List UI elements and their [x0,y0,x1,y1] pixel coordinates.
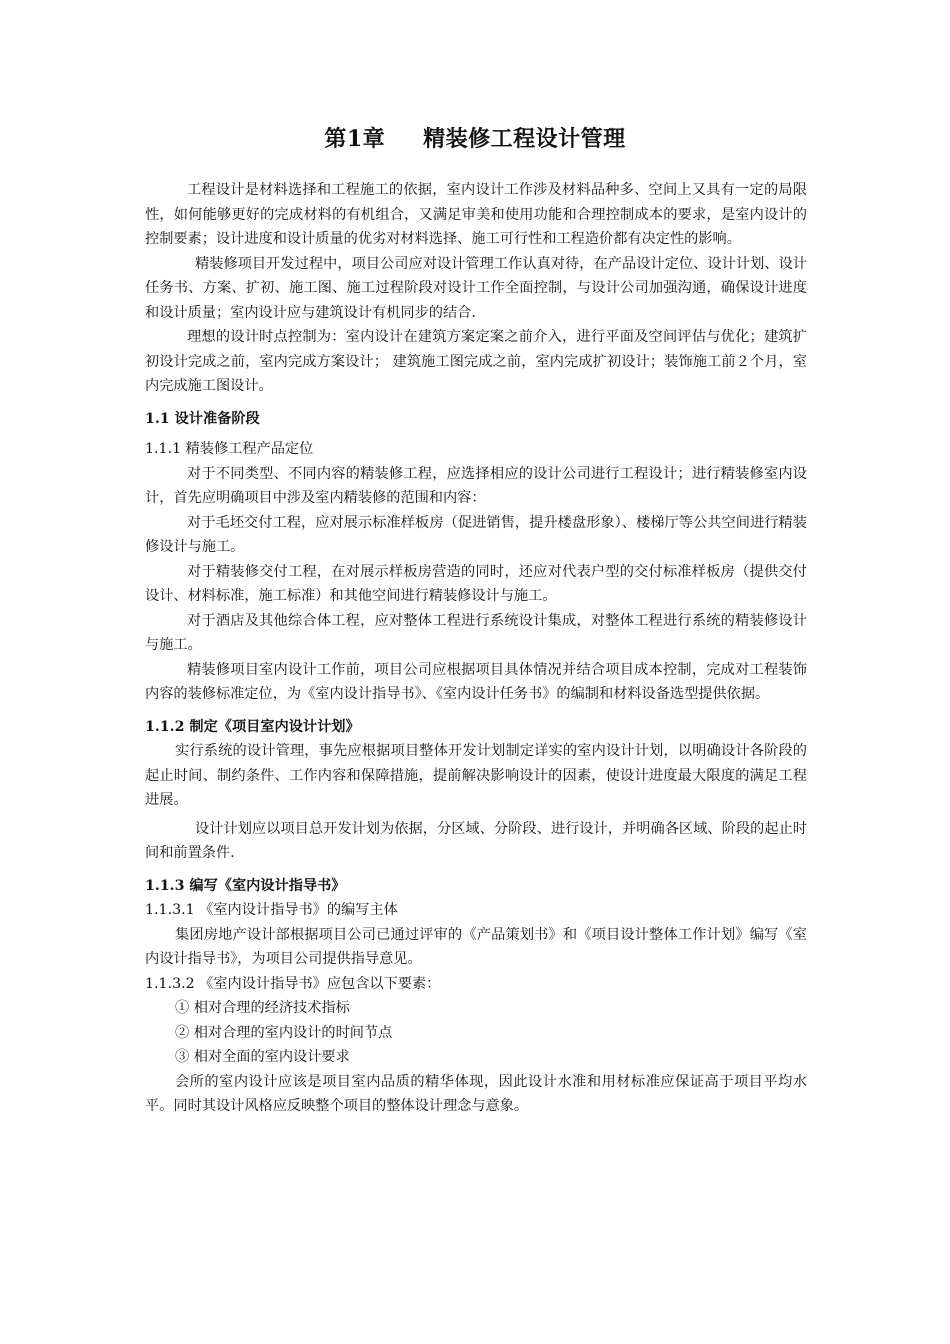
intro-paragraph-2: 精装修项目开发过程中，项目公司应对设计管理工作认真对待，在产品设计定位、设计计划、设计任务书、方案、扩初、施工图、施工过程阶段对设计工作全面控制，与设计公司加强沟通，确保设计进度和设计质量；室内设计应与建筑设计有机同步的结合. [145,255,807,321]
list-item-2: ② 相对合理的室内设计的时间节点 [175,1024,393,1041]
intro-paragraph-1: 工程设计是材料选择和工程施工的依据，室内设计工作涉及材料品种多、空间上又具有一定的局限性，如何能够更好的完成材料的有机组合，又满足审美和使用功能和合理控制成本的要求，是室内设计的控制要素；设计进度和设计质量的优劣对材料选择、施工可行性和工程造价都有决定性的影响。 [145,182,807,247]
chapter-number: 第1章 [324,126,386,152]
section-heading-1-1-3-1: 1.1.3.1 《室内设计指导书》的编写主体 [145,902,398,918]
intro-paragraph-3: 理想的设计时点控制为：室内设计在建筑方案定案之前介入，进行平面及空间评估与优化；建筑扩初设计完成之前，室内完成方案设计； 建筑施工图完成之前，室内完成扩初设计；装饰施工前２个月，室内完成施工图设计。 [145,329,807,394]
paragraph-1-1-1-c: 对于精装修交付工程，在对展示样板房营造的同时，还应对代表户型的交付标准样板房（提供交付设计、材料标准，施工标准）和其他空间进行精装修设计与施工。 [145,563,807,604]
closing-paragraph: 会所的室内设计应该是项目室内品质的精华体现，因此设计水准和用材标准应保证高于项目平均水平。同时其设计风格应反映整个项目的整体设计理念与意象。 [145,1073,807,1114]
section-heading-1-1-3-2: 1.1.3.2 《室内设计指导书》应包含以下要素： [145,975,441,992]
paragraph-1-1-1-e: 精装修项目室内设计工作前，项目公司应根据项目具体情况并结合项目成本控制，完成对工程装饰内容的装修标准定位，为《室内设计指导书》、《室内设计任务书》的编制和材料设备选型提供依据。 [145,661,807,702]
paragraph-1-1-3-1: 集团房地产设计部根据项目公司已通过评审的《产品策划书》和《项目设计整体工作计划》编写《室内设计指导书》，为项目公司提供指导意见。 [145,926,807,967]
chapter-title [0,122,950,153]
section-heading-1-1-1: 1.1.1 精装修工程产品定位 [145,441,314,457]
paragraph-1-1-1-b: 对于毛坯交付工程，应对展示标准样板房（促进销售，提升楼盘形象）、楼梯厅等公共空间进行精装修设计与施工。 [145,514,807,555]
section-heading-1-1-2: 1.1.2 制定《项目室内设计计划》 [145,718,360,735]
paragraph-1-1-2-a: 实行系统的设计管理，事先应根据项目整体开发计划制定详实的室内设计计划，以明确设计各阶段的起止时间、制约条件、工作内容和保障措施，提前解决影响设计的因素，使设计进度最大限度的满足工程进展。 [145,743,807,808]
section-heading-1-1: 1.1 设计准备阶段 [145,410,260,427]
list-item-3: ③ 相对全面的室内设计要求 [175,1049,350,1065]
paragraph-1-1-2-b: 设计计划应以项目总开发计划为依据，分区域、分阶段、进行设计，并明确各区域、阶段的起止时间和前置条件. [145,820,807,861]
document-body [145,178,807,1119]
chapter-name: 精装修工程设计管理 [423,126,626,152]
section-heading-1-1-3: 1.1.3 编写《室内设计指导书》 [145,877,346,894]
paragraph-1-1-1-a: 对于不同类型、不同内容的精装修工程，应选择相应的设计公司进行工程设计；进行精装修室内设计，首先应明确项目中涉及室内精装修的范围和内容： [145,465,807,506]
list-item-1: ① 相对合理的经济技术指标 [175,1000,350,1016]
paragraph-1-1-1-d: 对于酒店及其他综合体工程，应对整体工程进行系统设计集成，对整体工程进行系统的精装修设计与施工。 [145,612,807,653]
